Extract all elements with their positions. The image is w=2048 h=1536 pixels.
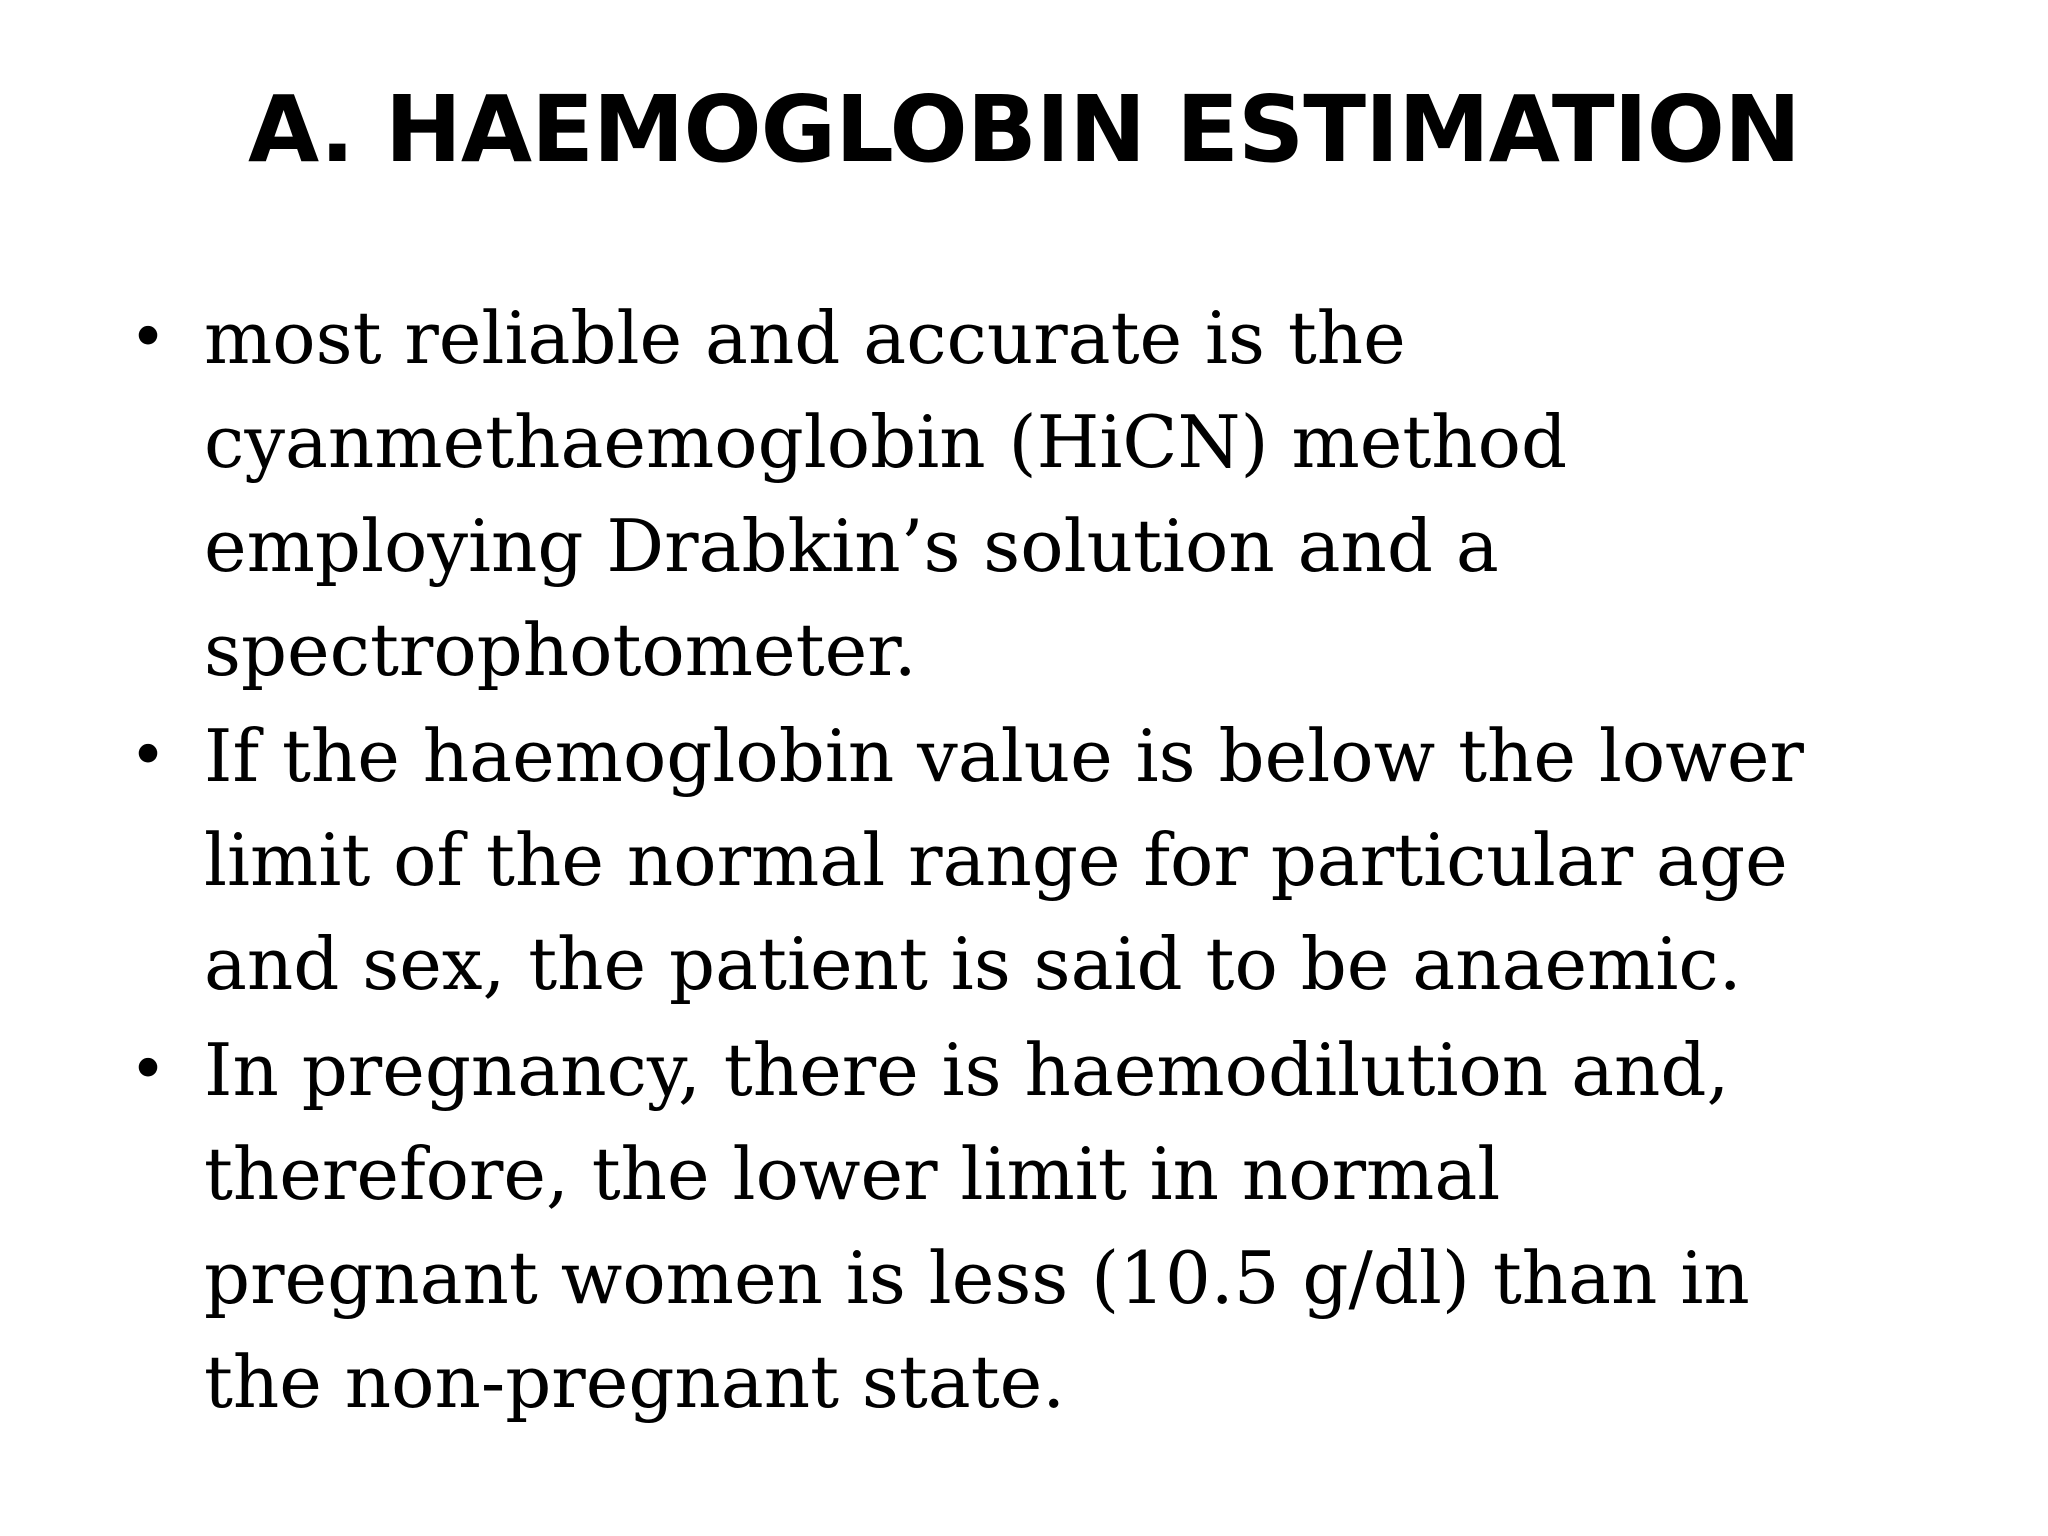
bullet-text-line: and sex, the patient is said to be anaemic. — [204, 922, 1742, 1006]
bullet-dot-icon: • — [129, 301, 167, 375]
bullet-text-line: limit of the normal range for particular age — [204, 818, 1788, 902]
bullet-item-2 — [118, 704, 1958, 1016]
bullet-item-1 — [118, 286, 1958, 702]
bullet-text-line: most reliable and accurate is the — [204, 296, 1406, 380]
bullet-text-line: In pregnancy, there is haemodilution and, — [204, 1028, 1730, 1112]
bullet-dot-icon: • — [129, 1033, 167, 1107]
bullet-text-line: pregnant women is less (10.5 g/dl) than in — [204, 1236, 1750, 1320]
bullet-text-line: If the haemoglobin value is below the lower — [204, 714, 1804, 798]
slide-title: A. HAEMOGLOBIN ESTIMATION — [247, 76, 1801, 183]
bullet-text-line: spectrophotometer. — [204, 608, 917, 692]
bullet-text-line: therefore, the lower limit in normal — [204, 1132, 1501, 1216]
bullet-dot-icon: • — [129, 719, 167, 793]
bullet-text-line: cyanmethaemoglobin (HiCN) method — [204, 400, 1568, 484]
bullet-text-line: the non-pregnant state. — [204, 1340, 1066, 1424]
bullet-list — [118, 286, 1958, 1436]
bullet-item-3 — [118, 1018, 1958, 1434]
bullet-text-line: employing Drabkin’s solution and a — [204, 504, 1499, 588]
